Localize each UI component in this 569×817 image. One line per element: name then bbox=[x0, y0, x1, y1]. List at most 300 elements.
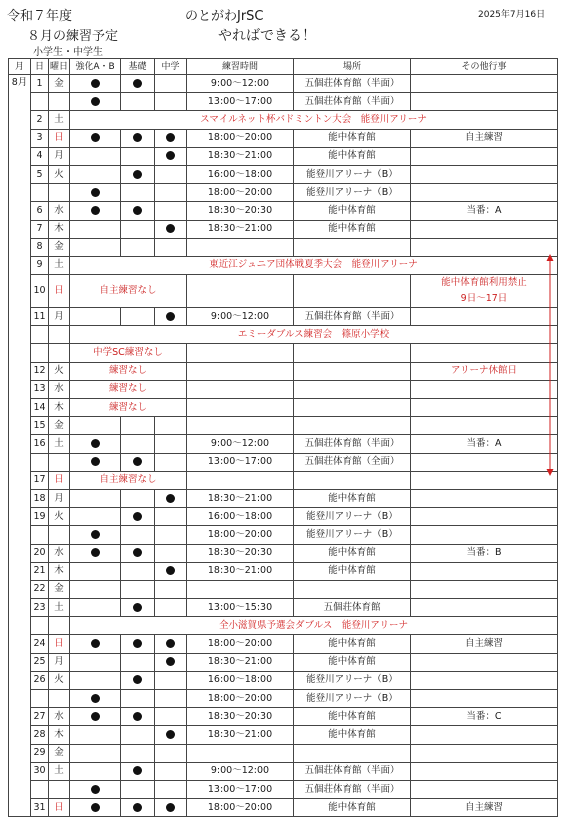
basic-dot-icon bbox=[121, 165, 155, 183]
time-cell: 18:30～21:00 bbox=[187, 562, 294, 580]
place-cell: 五個荘体育館 bbox=[294, 599, 411, 617]
time-cell: 13:00～17:00 bbox=[187, 93, 294, 111]
weekday-cell: 月 bbox=[49, 653, 70, 671]
weekday-cell: 火 bbox=[49, 671, 70, 689]
other-events-cell bbox=[411, 744, 558, 762]
advanced-ab-cell bbox=[70, 744, 121, 762]
basic-cell bbox=[121, 489, 155, 507]
advanced-ab-cell bbox=[70, 671, 121, 689]
schedule-row bbox=[9, 544, 558, 562]
basic-dot-icon bbox=[121, 129, 155, 147]
time-cell bbox=[187, 471, 294, 489]
weekday-cell: 日 bbox=[49, 635, 70, 653]
place-cell: 能中体育館 bbox=[294, 653, 411, 671]
basic-dot-icon bbox=[121, 599, 155, 617]
advanced-ab-dot-icon bbox=[70, 690, 121, 708]
place-cell: 五個荘体育館（半面） bbox=[294, 93, 411, 111]
junior-high-dot-icon bbox=[155, 129, 187, 147]
event-banner: 東近江ジュニア団体戦夏季大会 能登川アリーナ bbox=[70, 256, 558, 274]
place-cell: 能中体育館 bbox=[294, 489, 411, 507]
day-cell: 2 bbox=[31, 111, 49, 129]
weekday-cell: 金 bbox=[49, 75, 70, 93]
weekday-cell: 土 bbox=[49, 111, 70, 129]
other-events-cell bbox=[411, 308, 558, 326]
junior-high-dot-icon bbox=[155, 635, 187, 653]
club-name: のとがわJrSC bbox=[185, 9, 264, 24]
weekday-cell bbox=[49, 93, 70, 111]
junior-high-cell bbox=[155, 671, 187, 689]
time-cell bbox=[187, 744, 294, 762]
schedule-row bbox=[9, 726, 558, 744]
weekday-cell: 日 bbox=[49, 471, 70, 489]
junior-high-dot-icon bbox=[155, 489, 187, 507]
day-cell: 24 bbox=[31, 635, 49, 653]
junior-high-cell bbox=[155, 580, 187, 598]
junior-high-cell bbox=[155, 453, 187, 471]
schedule-row bbox=[9, 275, 558, 308]
day-cell: 6 bbox=[31, 202, 49, 220]
basic-cell bbox=[121, 744, 155, 762]
time-cell bbox=[187, 238, 294, 256]
junior-high-dot-icon bbox=[155, 220, 187, 238]
other-events-cell bbox=[411, 562, 558, 580]
day-cell: 28 bbox=[31, 726, 49, 744]
col-weekday: 曜日 bbox=[49, 59, 70, 75]
weekday-cell: 水 bbox=[49, 544, 70, 562]
no-practice-note: 自主練習なし bbox=[70, 471, 187, 489]
time-cell bbox=[187, 417, 294, 435]
junior-high-cell bbox=[155, 708, 187, 726]
day-cell: 5 bbox=[31, 165, 49, 183]
practice-schedule-table bbox=[8, 58, 558, 817]
junior-high-cell bbox=[155, 690, 187, 708]
other-events-cell bbox=[411, 580, 558, 598]
place-cell: 能中体育館 bbox=[294, 202, 411, 220]
place-cell: 能中体育館 bbox=[294, 799, 411, 817]
day-cell: 25 bbox=[31, 653, 49, 671]
day-cell bbox=[31, 690, 49, 708]
schedule-row bbox=[9, 238, 558, 256]
weekday-cell: 火 bbox=[49, 508, 70, 526]
basic-cell bbox=[121, 690, 155, 708]
advanced-ab-dot-icon bbox=[70, 799, 121, 817]
advanced-ab-cell bbox=[70, 417, 121, 435]
time-cell: 18:00～20:00 bbox=[187, 526, 294, 544]
basic-cell bbox=[121, 653, 155, 671]
time-cell: 9:00～12:00 bbox=[187, 308, 294, 326]
place-cell: 能登川アリーナ（B） bbox=[294, 165, 411, 183]
place-cell bbox=[294, 380, 411, 398]
time-cell bbox=[187, 275, 294, 308]
day-cell: 9 bbox=[31, 256, 49, 274]
schedule-row bbox=[9, 184, 558, 202]
basic-dot-icon bbox=[121, 75, 155, 93]
time-cell: 18:00～20:00 bbox=[187, 129, 294, 147]
schedule-row bbox=[9, 435, 558, 453]
time-cell: 9:00～12:00 bbox=[187, 435, 294, 453]
advanced-ab-cell bbox=[70, 489, 121, 507]
weekday-cell: 土 bbox=[49, 599, 70, 617]
day-cell bbox=[31, 453, 49, 471]
weekday-cell: 月 bbox=[49, 147, 70, 165]
schedule-row bbox=[9, 508, 558, 526]
other-events-cell bbox=[411, 489, 558, 507]
time-cell bbox=[187, 580, 294, 598]
place-cell: 能登川アリーナ（B） bbox=[294, 690, 411, 708]
col-day: 日 bbox=[31, 59, 49, 75]
advanced-ab-dot-icon bbox=[70, 184, 121, 202]
weekday-cell: 火 bbox=[49, 362, 70, 380]
day-cell: 23 bbox=[31, 599, 49, 617]
advanced-ab-dot-icon bbox=[70, 75, 121, 93]
junior-high-cell bbox=[155, 526, 187, 544]
place-cell bbox=[294, 362, 411, 380]
time-cell bbox=[187, 399, 294, 417]
other-events-cell bbox=[411, 526, 558, 544]
place-cell: 五個荘体育館（半面） bbox=[294, 780, 411, 798]
time-cell: 9:00～12:00 bbox=[187, 762, 294, 780]
advanced-ab-dot-icon bbox=[70, 129, 121, 147]
place-cell: 五個荘体育館（半面） bbox=[294, 75, 411, 93]
motto: やればできる！ bbox=[218, 28, 316, 44]
other-events-cell bbox=[411, 780, 558, 798]
col-other-events: その他行事 bbox=[411, 59, 558, 75]
basic-dot-icon bbox=[121, 508, 155, 526]
place-cell: 能中体育館 bbox=[294, 635, 411, 653]
event-banner: エミーダブルス練習会 篠原小学校 bbox=[70, 326, 558, 344]
weekday-cell: 水 bbox=[49, 708, 70, 726]
junior-high-dot-icon bbox=[155, 653, 187, 671]
basic-dot-icon bbox=[121, 453, 155, 471]
other-events-cell bbox=[411, 344, 558, 362]
junior-high-cell bbox=[155, 744, 187, 762]
day-cell: 26 bbox=[31, 671, 49, 689]
day-cell: 13 bbox=[31, 380, 49, 398]
other-events-cell bbox=[411, 93, 558, 111]
day-cell bbox=[31, 526, 49, 544]
advanced-ab-cell bbox=[70, 762, 121, 780]
month-cell: 8月 bbox=[9, 75, 31, 817]
schedule-row bbox=[9, 202, 558, 220]
advanced-ab-cell bbox=[70, 580, 121, 598]
day-cell: 12 bbox=[31, 362, 49, 380]
place-cell: 能中体育館 bbox=[294, 220, 411, 238]
place-cell: 能中体育館 bbox=[294, 562, 411, 580]
other-events-cell bbox=[411, 399, 558, 417]
advanced-ab-cell bbox=[70, 147, 121, 165]
other-events-cell bbox=[411, 75, 558, 93]
weekday-cell: 木 bbox=[49, 220, 70, 238]
schedule-row bbox=[9, 799, 558, 817]
day-cell: 16 bbox=[31, 435, 49, 453]
advanced-ab-cell bbox=[70, 726, 121, 744]
grade-label: 小学生・中学生 bbox=[33, 47, 103, 58]
basic-dot-icon bbox=[121, 635, 155, 653]
day-cell: 10 bbox=[31, 275, 49, 308]
weekday-cell: 木 bbox=[49, 562, 70, 580]
place-cell: 能登川アリーナ（B） bbox=[294, 671, 411, 689]
schedule-row bbox=[9, 75, 558, 93]
col-advanced-ab: 強化A・B bbox=[70, 59, 121, 75]
weekday-cell bbox=[49, 344, 70, 362]
weekday-cell: 土 bbox=[49, 435, 70, 453]
other-events-cell: 能中体育館利用禁止 9日～17日 bbox=[411, 275, 558, 308]
other-events-cell: 自主練習 bbox=[411, 799, 558, 817]
advanced-ab-dot-icon bbox=[70, 780, 121, 798]
time-cell bbox=[187, 380, 294, 398]
time-cell: 18:30～21:00 bbox=[187, 653, 294, 671]
other-events-cell bbox=[411, 380, 558, 398]
time-cell: 18:00～20:00 bbox=[187, 635, 294, 653]
advanced-ab-cell bbox=[70, 220, 121, 238]
no-practice-note: 自主練習なし bbox=[70, 275, 187, 308]
place-cell bbox=[294, 417, 411, 435]
place-cell: 能中体育館 bbox=[294, 544, 411, 562]
weekday-cell bbox=[49, 617, 70, 635]
schedule-row bbox=[9, 93, 558, 111]
schedule-row bbox=[9, 744, 558, 762]
junior-high-cell bbox=[155, 435, 187, 453]
time-cell: 18:30～20:30 bbox=[187, 202, 294, 220]
place-cell: 能登川アリーナ（B） bbox=[294, 526, 411, 544]
place-cell: 能中体育館 bbox=[294, 129, 411, 147]
no-practice-note: 中学SC練習なし bbox=[70, 344, 187, 362]
other-events-cell bbox=[411, 471, 558, 489]
other-events-cell: アリーナ休館日 bbox=[411, 362, 558, 380]
advanced-ab-dot-icon bbox=[70, 435, 121, 453]
basic-dot-icon bbox=[121, 799, 155, 817]
time-cell: 16:00～18:00 bbox=[187, 508, 294, 526]
day-cell: 30 bbox=[31, 762, 49, 780]
basic-cell bbox=[121, 220, 155, 238]
schedule-row bbox=[9, 220, 558, 238]
other-events-cell bbox=[411, 671, 558, 689]
schedule-row bbox=[9, 453, 558, 471]
basic-cell bbox=[121, 93, 155, 111]
advanced-ab-dot-icon bbox=[70, 453, 121, 471]
day-cell: 20 bbox=[31, 544, 49, 562]
basic-cell bbox=[121, 435, 155, 453]
place-cell: 能中体育館 bbox=[294, 147, 411, 165]
advanced-ab-dot-icon bbox=[70, 544, 121, 562]
col-basic: 基礎 bbox=[121, 59, 155, 75]
basic-cell bbox=[121, 417, 155, 435]
time-cell: 18:30～20:30 bbox=[187, 544, 294, 562]
time-cell: 18:30～20:30 bbox=[187, 708, 294, 726]
other-events-cell bbox=[411, 184, 558, 202]
schedule-row bbox=[9, 308, 558, 326]
place-cell: 五個荘体育館（半面） bbox=[294, 762, 411, 780]
weekday-cell: 月 bbox=[49, 308, 70, 326]
junior-high-dot-icon bbox=[155, 562, 187, 580]
time-cell: 18:00～20:00 bbox=[187, 184, 294, 202]
other-events-cell bbox=[411, 147, 558, 165]
red-range-arrow-icon bbox=[546, 254, 554, 476]
day-cell bbox=[31, 184, 49, 202]
basic-cell bbox=[121, 726, 155, 744]
junior-high-cell bbox=[155, 202, 187, 220]
weekday-cell: 火 bbox=[49, 165, 70, 183]
weekday-cell: 土 bbox=[49, 256, 70, 274]
col-place: 場所 bbox=[294, 59, 411, 75]
junior-high-cell bbox=[155, 93, 187, 111]
schedule-row bbox=[9, 617, 558, 635]
day-cell: 27 bbox=[31, 708, 49, 726]
schedule-row bbox=[9, 344, 558, 362]
day-cell: 17 bbox=[31, 471, 49, 489]
schedule-row bbox=[9, 489, 558, 507]
schedule-row bbox=[9, 256, 558, 274]
junior-high-cell bbox=[155, 165, 187, 183]
place-cell: 五個荘体育館（半面） bbox=[294, 435, 411, 453]
day-cell: 15 bbox=[31, 417, 49, 435]
time-cell: 16:00～18:00 bbox=[187, 671, 294, 689]
weekday-cell: 土 bbox=[49, 762, 70, 780]
day-cell bbox=[31, 344, 49, 362]
advanced-ab-dot-icon bbox=[70, 202, 121, 220]
weekday-cell bbox=[49, 526, 70, 544]
junior-high-cell bbox=[155, 544, 187, 562]
time-cell: 9:00～12:00 bbox=[187, 75, 294, 93]
junior-high-cell bbox=[155, 184, 187, 202]
time-cell: 18:00～20:00 bbox=[187, 799, 294, 817]
junior-high-dot-icon bbox=[155, 308, 187, 326]
schedule-row bbox=[9, 129, 558, 147]
basic-cell bbox=[121, 238, 155, 256]
other-events-cell bbox=[411, 599, 558, 617]
advanced-ab-cell bbox=[70, 165, 121, 183]
schedule-row bbox=[9, 399, 558, 417]
schedule-row bbox=[9, 635, 558, 653]
weekday-cell bbox=[49, 326, 70, 344]
other-events-cell: 当番：A bbox=[411, 202, 558, 220]
weekday-cell: 木 bbox=[49, 399, 70, 417]
advanced-ab-dot-icon bbox=[70, 635, 121, 653]
day-cell bbox=[31, 326, 49, 344]
time-cell: 16:00～18:00 bbox=[187, 165, 294, 183]
junior-high-dot-icon bbox=[155, 147, 187, 165]
schedule-row bbox=[9, 147, 558, 165]
schedule-row bbox=[9, 380, 558, 398]
place-cell: 能中体育館 bbox=[294, 726, 411, 744]
schedule-row bbox=[9, 471, 558, 489]
day-cell bbox=[31, 780, 49, 798]
day-cell: 18 bbox=[31, 489, 49, 507]
schedule-row bbox=[9, 417, 558, 435]
schedule-row bbox=[9, 671, 558, 689]
junior-high-cell bbox=[155, 762, 187, 780]
other-events-cell bbox=[411, 220, 558, 238]
basic-cell bbox=[121, 562, 155, 580]
place-cell bbox=[294, 471, 411, 489]
schedule-row bbox=[9, 562, 558, 580]
weekday-cell: 金 bbox=[49, 417, 70, 435]
place-cell: 能中体育館 bbox=[294, 708, 411, 726]
time-cell bbox=[187, 362, 294, 380]
weekday-cell: 水 bbox=[49, 380, 70, 398]
col-time: 練習時間 bbox=[187, 59, 294, 75]
other-events-cell bbox=[411, 653, 558, 671]
basic-cell bbox=[121, 184, 155, 202]
junior-high-cell bbox=[155, 508, 187, 526]
weekday-cell bbox=[49, 184, 70, 202]
event-banner: 全小滋賀県予選会ダブルス 能登川アリーナ bbox=[70, 617, 558, 635]
no-practice-note: 練習なし bbox=[70, 399, 187, 417]
time-cell bbox=[187, 344, 294, 362]
time-cell: 13:00～15:30 bbox=[187, 599, 294, 617]
time-cell: 18:30～21:00 bbox=[187, 147, 294, 165]
advanced-ab-cell bbox=[70, 562, 121, 580]
junior-high-cell bbox=[155, 599, 187, 617]
place-cell bbox=[294, 580, 411, 598]
time-cell: 13:00～17:00 bbox=[187, 780, 294, 798]
schedule-row bbox=[9, 653, 558, 671]
other-events-cell bbox=[411, 726, 558, 744]
other-events-cell: 当番：A bbox=[411, 435, 558, 453]
schedule-row bbox=[9, 165, 558, 183]
weekday-cell bbox=[49, 690, 70, 708]
basic-cell bbox=[121, 580, 155, 598]
day-cell: 19 bbox=[31, 508, 49, 526]
weekday-cell: 水 bbox=[49, 202, 70, 220]
time-cell: 18:00～20:00 bbox=[187, 690, 294, 708]
place-cell bbox=[294, 275, 411, 308]
weekday-cell: 日 bbox=[49, 799, 70, 817]
schedule-row bbox=[9, 111, 558, 129]
basic-cell bbox=[121, 147, 155, 165]
junior-high-cell bbox=[155, 417, 187, 435]
schedule-row bbox=[9, 580, 558, 598]
basic-cell bbox=[121, 308, 155, 326]
day-cell: 29 bbox=[31, 744, 49, 762]
col-junior-high: 中学 bbox=[155, 59, 187, 75]
weekday-cell bbox=[49, 453, 70, 471]
day-cell bbox=[31, 617, 49, 635]
weekday-cell: 金 bbox=[49, 580, 70, 598]
other-events-cell bbox=[411, 238, 558, 256]
fiscal-year-label: 令和７年度 bbox=[7, 9, 73, 24]
basic-dot-icon bbox=[121, 671, 155, 689]
other-events-cell bbox=[411, 417, 558, 435]
no-practice-note: 練習なし bbox=[70, 362, 187, 380]
advanced-ab-cell bbox=[70, 599, 121, 617]
other-events-cell bbox=[411, 453, 558, 471]
day-cell: 4 bbox=[31, 147, 49, 165]
advanced-ab-dot-icon bbox=[70, 708, 121, 726]
day-cell: 8 bbox=[31, 238, 49, 256]
col-month: 月 bbox=[9, 59, 31, 75]
place-cell bbox=[294, 344, 411, 362]
document-date: 2025年7月16日 bbox=[478, 10, 546, 20]
day-cell: 3 bbox=[31, 129, 49, 147]
junior-high-cell bbox=[155, 780, 187, 798]
weekday-cell: 日 bbox=[49, 275, 70, 308]
event-banner: スマイルネット杯バドミントン大会 能登川アリーナ bbox=[70, 111, 558, 129]
other-events-cell: 自主練習 bbox=[411, 635, 558, 653]
schedule-row bbox=[9, 326, 558, 344]
plan-title: ８月の練習予定 bbox=[27, 29, 119, 44]
advanced-ab-cell bbox=[70, 308, 121, 326]
place-cell bbox=[294, 238, 411, 256]
schedule-row bbox=[9, 780, 558, 798]
place-cell bbox=[294, 744, 411, 762]
other-events-cell: 自主練習 bbox=[411, 129, 558, 147]
schedule-row bbox=[9, 599, 558, 617]
schedule-row bbox=[9, 362, 558, 380]
schedule-row bbox=[9, 762, 558, 780]
weekday-cell bbox=[49, 780, 70, 798]
weekday-cell: 金 bbox=[49, 744, 70, 762]
